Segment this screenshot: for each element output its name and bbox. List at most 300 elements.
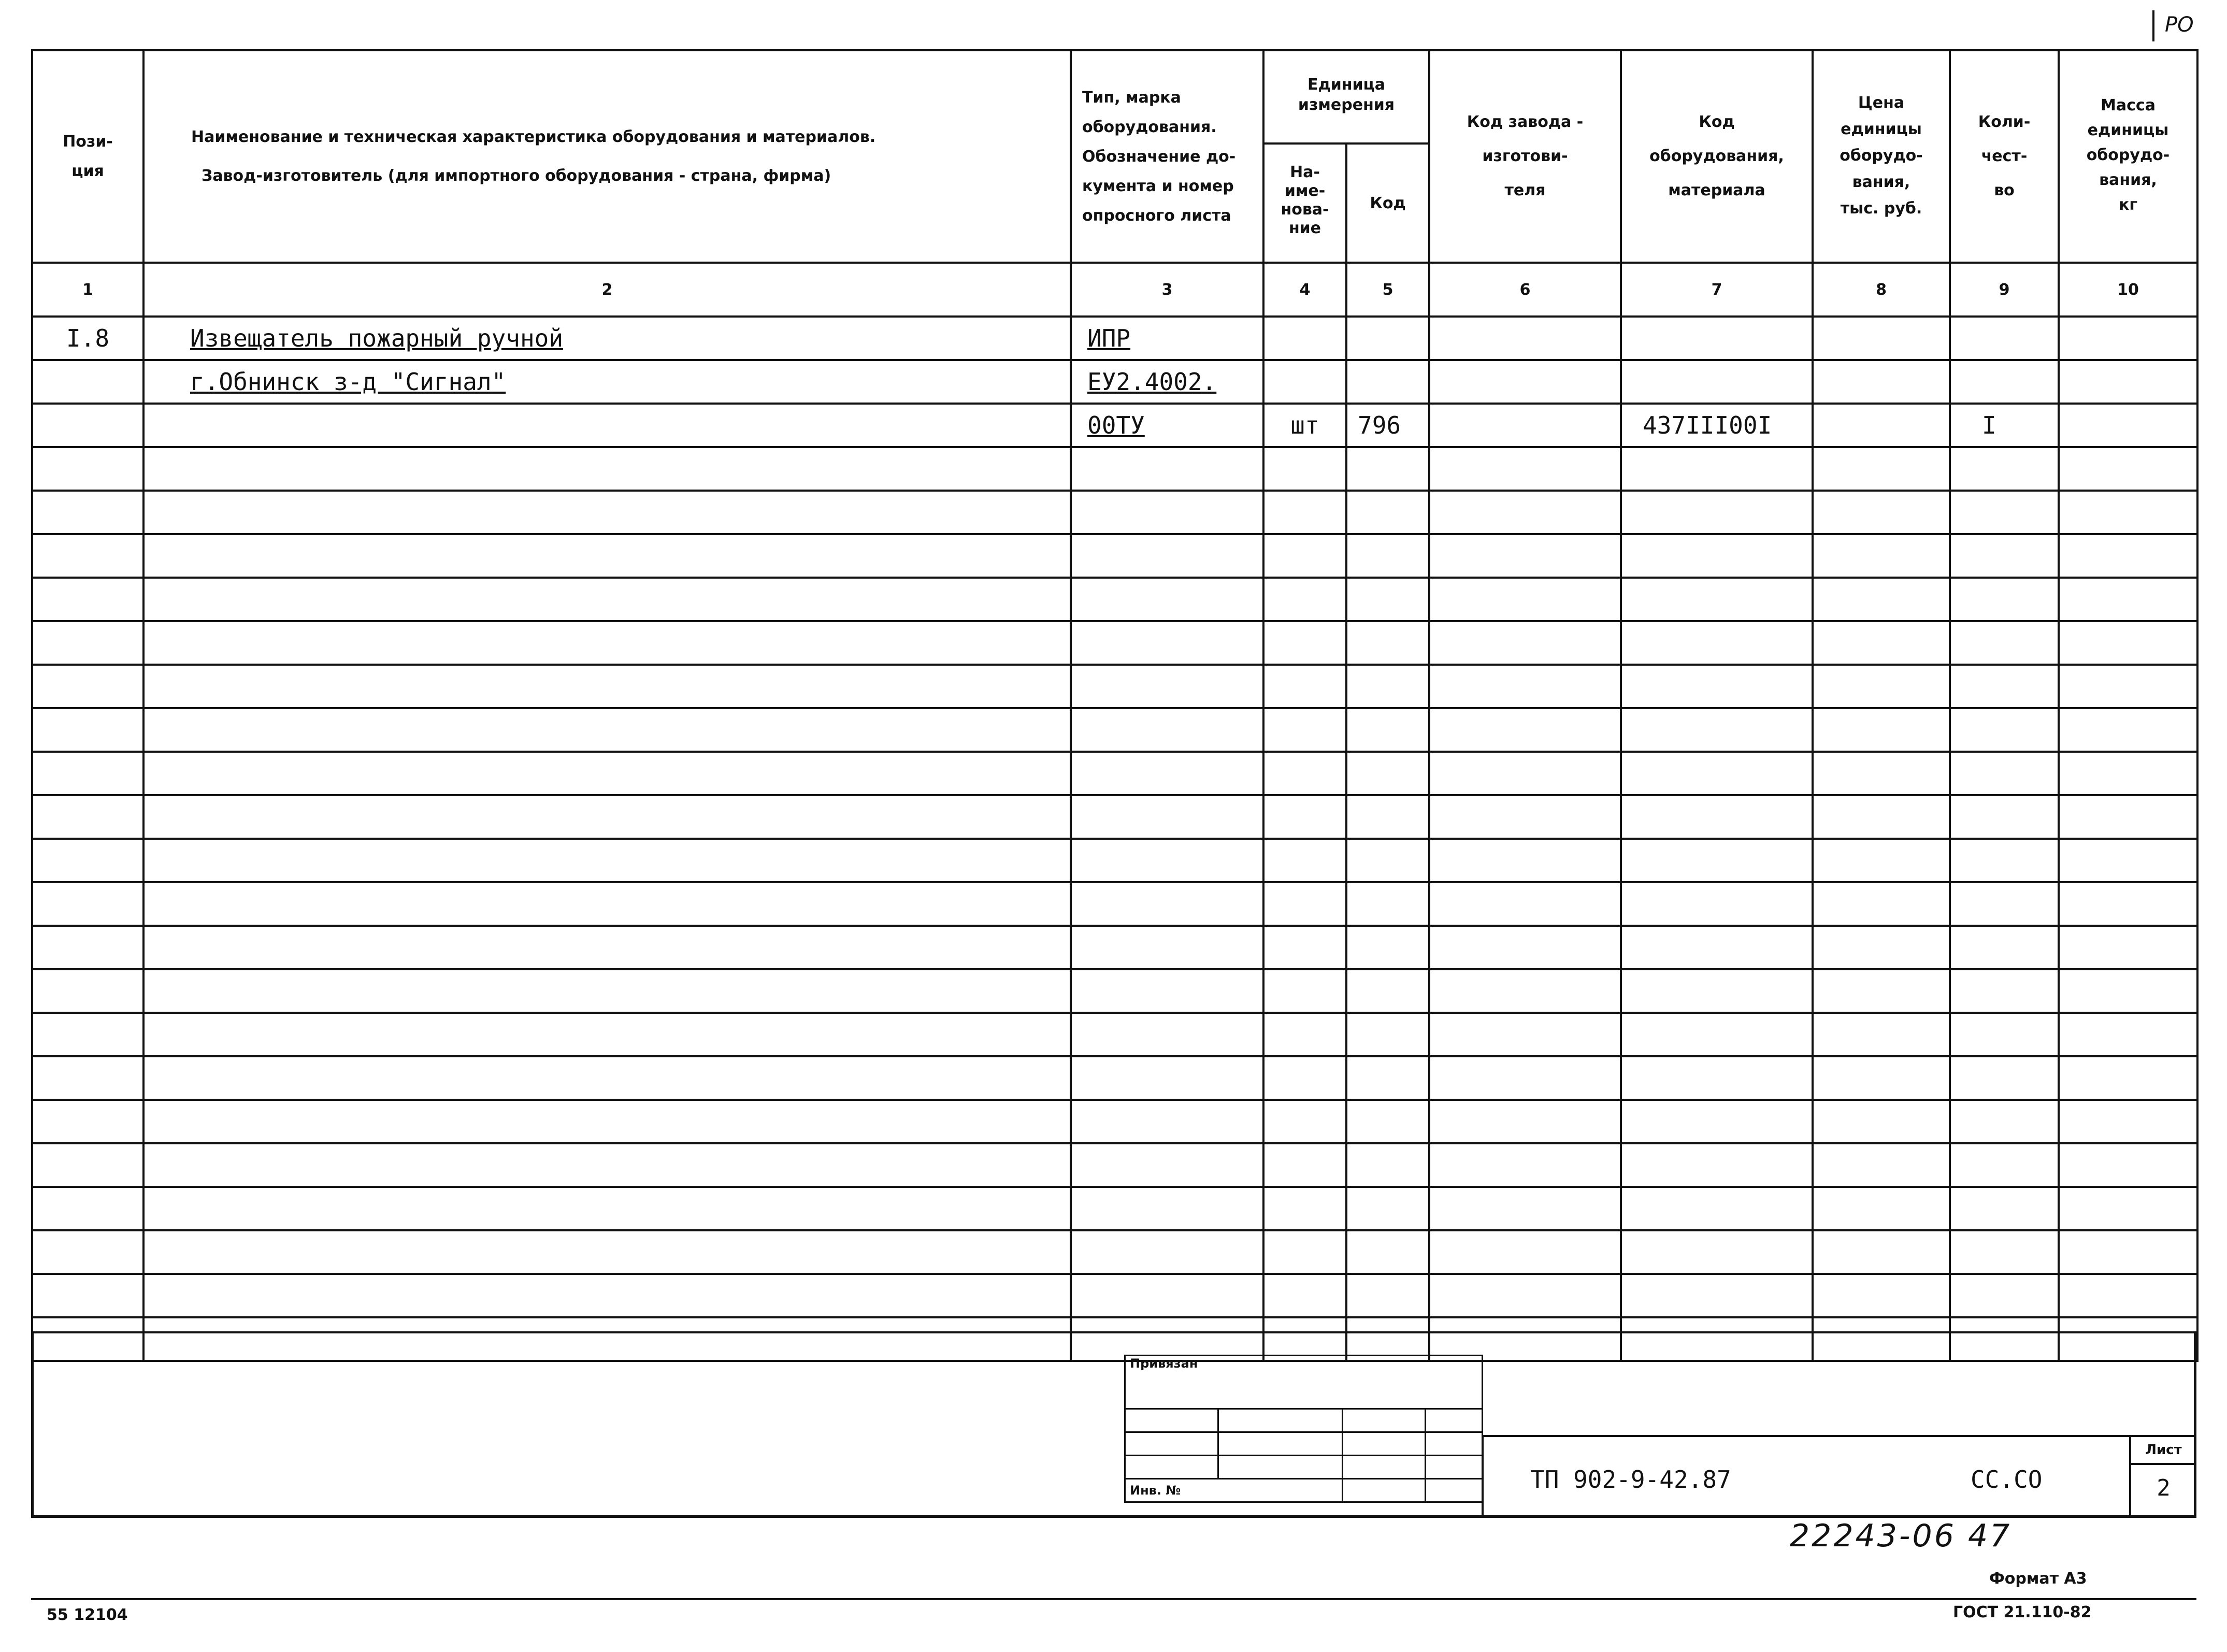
cell-price (1813, 795, 1950, 839)
sheet-box (2129, 1435, 2196, 1517)
header-position (32, 50, 143, 263)
cell-pos (32, 404, 143, 447)
cell-qty (1950, 360, 2059, 404)
header-name-line1: Наименование и техническая характеристика оборудования и материалов. (191, 128, 876, 146)
header-mass-label: Масса единицы оборудо- вания, кг (2086, 96, 2170, 214)
cell-maker (1429, 1187, 1621, 1230)
cell-type (1071, 665, 1263, 708)
cell-price (1813, 969, 1950, 1013)
cell-type (1071, 926, 1263, 969)
cell-mass (2059, 1274, 2197, 1317)
cell-mass (2059, 665, 2197, 708)
cell-qty (1950, 795, 2059, 839)
cell-type (1071, 1100, 1263, 1143)
cell-mass (2059, 447, 2197, 491)
cell-qty (1950, 534, 2059, 578)
cell-unit (1263, 1187, 1346, 1230)
cell-qty (1950, 1230, 2059, 1274)
cell-pos (32, 926, 143, 969)
cell-price (1813, 578, 1950, 621)
cell-type (1071, 752, 1263, 795)
cell-unit (1263, 360, 1346, 404)
cell-unit (1263, 839, 1346, 882)
cell-price (1813, 447, 1950, 491)
stamp-cell (1125, 1432, 1218, 1456)
cell-pos (32, 969, 143, 1013)
cell-code (1346, 1274, 1429, 1317)
cell-mat (1621, 1100, 1813, 1143)
cell-unit (1263, 621, 1346, 665)
corner-mark: РО (2165, 13, 2194, 37)
cell-price (1813, 708, 1950, 752)
cell-mass (2059, 404, 2197, 447)
stamp-cell (1125, 1456, 1218, 1479)
cell-pos (32, 665, 143, 708)
cell-name (143, 665, 1071, 708)
table-row (32, 1143, 2197, 1187)
header-unit-code-label: Код (1370, 194, 1406, 212)
cell-mass (2059, 926, 2197, 969)
cell-type (1071, 969, 1263, 1013)
cell-name (143, 1187, 1071, 1230)
cell-mass (2059, 621, 2197, 665)
cell-mass (2059, 969, 2197, 1013)
cell-type-text: ИПР (1087, 324, 1131, 352)
table-row (32, 447, 2197, 491)
cell-unit (1263, 534, 1346, 578)
cell-maker (1429, 926, 1621, 969)
header-type (1071, 50, 1263, 263)
stamp-cell (1218, 1432, 1343, 1456)
document-mark: СС.СО (1971, 1466, 2043, 1493)
cell-maker (1429, 491, 1621, 534)
table-row (32, 839, 2197, 882)
cell-price (1813, 491, 1950, 534)
cell-code (1346, 795, 1429, 839)
header-material-code-label: Код оборудования, материала (1649, 113, 1784, 199)
cell-code (1346, 621, 1429, 665)
cell-price (1813, 1056, 1950, 1100)
table-row (32, 969, 2197, 1013)
cell-code (1346, 882, 1429, 926)
header-quantity (1950, 50, 2059, 263)
cell-unit (1263, 1274, 1346, 1317)
table-row (32, 578, 2197, 621)
cell-code (1346, 969, 1429, 1013)
cell-mat (1621, 491, 1813, 534)
cell-qty (1950, 969, 2059, 1013)
column-number: 1 (32, 263, 143, 317)
header-maker-code-label: Код завода - изготови- теля (1467, 113, 1584, 199)
cell-mass (2059, 317, 2197, 360)
cell-pos (32, 317, 143, 360)
cell-pos (32, 708, 143, 752)
cell-type (1071, 621, 1263, 665)
table-row (32, 708, 2197, 752)
header-material-code (1621, 50, 1813, 263)
cell-maker (1429, 1274, 1621, 1317)
cell-mat (1621, 534, 1813, 578)
cell-mass (2059, 1056, 2197, 1100)
cell-unit (1263, 926, 1346, 969)
cell-unit (1263, 795, 1346, 839)
attached-label: Привязан (1125, 1356, 1483, 1409)
cell-price (1813, 1100, 1950, 1143)
cell-qty (1950, 708, 2059, 752)
cell-maker (1429, 882, 1621, 926)
table-row (32, 491, 2197, 534)
cell-name (143, 882, 1071, 926)
table-row (32, 317, 2197, 360)
cell-price (1813, 752, 1950, 795)
cell-name-text: г.Обнинск з-д "Сигнал" (190, 368, 506, 396)
cell-type (1071, 1143, 1263, 1187)
header-type-label: Тип, марка оборудования. Обозначение до- кумента и номер опросного листа (1082, 88, 1236, 225)
cell-code (1346, 534, 1429, 578)
cell-code (1346, 1187, 1429, 1230)
cell-mat (1621, 1013, 1813, 1056)
cell-maker (1429, 795, 1621, 839)
table-row (32, 404, 2197, 447)
cell-type (1071, 447, 1263, 491)
table-row (32, 1274, 2197, 1317)
column-number: 9 (1950, 263, 2059, 317)
cell-qty (1950, 926, 2059, 969)
cell-unit (1263, 1143, 1346, 1187)
cell-price (1813, 404, 1950, 447)
cell-maker (1429, 404, 1621, 447)
cell-qty (1950, 752, 2059, 795)
table-row (32, 1056, 2197, 1100)
cell-code (1346, 926, 1429, 969)
cell-qty (1950, 1274, 2059, 1317)
cell-type (1071, 1230, 1263, 1274)
cell-price (1813, 839, 1950, 882)
cell-pos (32, 447, 143, 491)
cell-mat (1621, 317, 1813, 360)
inventory-label: Инв. № (1125, 1479, 1343, 1502)
cell-pos (32, 491, 143, 534)
footer-divider (31, 1598, 2196, 1600)
cell-mat (1621, 969, 1813, 1013)
cell-price (1813, 317, 1950, 360)
cell-maker (1429, 839, 1621, 882)
cell-mat (1621, 795, 1813, 839)
cell-qty (1950, 491, 2059, 534)
format-label: Формат А3 (1989, 1570, 2087, 1588)
cell-unit (1263, 317, 1346, 360)
table-row (32, 621, 2197, 665)
cell-price (1813, 534, 1950, 578)
header-unit-name-label: На- име- нова- ние (1281, 163, 1329, 237)
cell-mass (2059, 1013, 2197, 1056)
column-number: 8 (1813, 263, 1950, 317)
cell-code (1346, 1230, 1429, 1274)
cell-pos (32, 360, 143, 404)
column-number: 5 (1346, 263, 1429, 317)
cell-mass (2059, 708, 2197, 752)
cell-price (1813, 1013, 1950, 1056)
cell-price (1813, 1230, 1950, 1274)
specification-table (31, 49, 2199, 1362)
stamp-cell (1125, 1409, 1218, 1432)
table-row (32, 534, 2197, 578)
cell-mat (1621, 665, 1813, 708)
cell-code (1346, 578, 1429, 621)
cell-qty (1950, 839, 2059, 882)
cell-maker (1429, 1230, 1621, 1274)
cell-name (143, 752, 1071, 795)
cell-code (1346, 317, 1429, 360)
cell-mass (2059, 839, 2197, 882)
cell-mat (1621, 882, 1813, 926)
cell-code (1346, 1100, 1429, 1143)
cell-mat (1621, 752, 1813, 795)
cell-qty (1950, 621, 2059, 665)
cell-type (1071, 795, 1263, 839)
cell-mass (2059, 360, 2197, 404)
cell-maker (1429, 534, 1621, 578)
cell-qty (1950, 1143, 2059, 1187)
column-number: 2 (143, 263, 1071, 317)
header-name-line2: Завод-изготовитель (для импортного оборудования - страна, фирма) (202, 167, 831, 185)
title-block (1482, 1435, 2131, 1517)
cell-price (1813, 882, 1950, 926)
table-row (32, 926, 2197, 969)
header-mass (2059, 50, 2197, 263)
cell-unit (1263, 1013, 1346, 1056)
cell-mat (1621, 1056, 1813, 1100)
cell-pos (32, 534, 143, 578)
cell-pos (32, 839, 143, 882)
column-number: 10 (2059, 263, 2197, 317)
cell-type-text: 00ТУ (1087, 411, 1145, 439)
cell-code (1346, 1143, 1429, 1187)
cell-mat (1621, 447, 1813, 491)
cell-maker (1429, 665, 1621, 708)
cell-name (143, 578, 1071, 621)
cell-unit (1263, 665, 1346, 708)
cell-qty (1950, 1187, 2059, 1230)
header-unit-label: Единица измерения (1298, 75, 1395, 114)
cell-name (143, 1056, 1071, 1100)
cell-type (1071, 491, 1263, 534)
table-row (32, 752, 2197, 795)
column-number: 4 (1263, 263, 1346, 317)
cell-type (1071, 839, 1263, 882)
cell-code (1346, 708, 1429, 752)
stamp-cell (1343, 1432, 1426, 1456)
table-row (32, 665, 2197, 708)
stamp-cell (1426, 1409, 1483, 1432)
cell-maker (1429, 621, 1621, 665)
cell-maker (1429, 360, 1621, 404)
cell-qty (1950, 665, 2059, 708)
stamp-cell (1218, 1456, 1343, 1479)
cell-unit (1263, 1230, 1346, 1274)
cell-type (1071, 317, 1263, 360)
cell-code (1346, 404, 1429, 447)
header-price (1813, 50, 1950, 263)
cell-mass (2059, 1100, 2197, 1143)
cell-name (143, 404, 1071, 447)
cell-name (143, 926, 1071, 969)
cell-pos (32, 1013, 143, 1056)
cell-qty (1950, 578, 2059, 621)
cell-name (143, 1013, 1071, 1056)
cell-maker (1429, 447, 1621, 491)
header-price-label: Цена единицы оборудо- вания, тыс. руб. (1840, 94, 1923, 218)
cell-type (1071, 1056, 1263, 1100)
cell-maker (1429, 1100, 1621, 1143)
cell-mass (2059, 882, 2197, 926)
cell-unit (1263, 1056, 1346, 1100)
header-maker-code (1429, 50, 1621, 263)
cell-qty-text: I (1982, 411, 1996, 439)
cell-price (1813, 621, 1950, 665)
footer-code: 55 12104 (47, 1606, 128, 1624)
cell-type (1071, 404, 1263, 447)
header-unit (1263, 50, 1429, 143)
cell-unit (1263, 969, 1346, 1013)
cell-qty (1950, 404, 2059, 447)
cell-type-text: ЕУ2.4002. (1087, 368, 1217, 396)
cell-code (1346, 1013, 1429, 1056)
cell-mat (1621, 708, 1813, 752)
cell-unit (1263, 404, 1346, 447)
cell-maker (1429, 1056, 1621, 1100)
cell-code (1346, 752, 1429, 795)
cell-mass (2059, 1187, 2197, 1230)
cell-code-text: 796 (1358, 411, 1401, 439)
cell-qty (1950, 317, 2059, 360)
header-quantity-label: Коли- чест- во (1978, 113, 2031, 199)
cell-name (143, 534, 1071, 578)
cell-name (143, 491, 1071, 534)
cell-pos (32, 752, 143, 795)
cell-type (1071, 578, 1263, 621)
cell-type (1071, 1013, 1263, 1056)
cell-unit (1263, 708, 1346, 752)
table-row (32, 882, 2197, 926)
cell-code (1346, 447, 1429, 491)
cell-name (143, 969, 1071, 1013)
stamp-cell (1343, 1479, 1426, 1502)
cell-mat (1621, 360, 1813, 404)
table-row (32, 1230, 2197, 1274)
stamp-cell (1426, 1456, 1483, 1479)
cell-unit-text: шт (1290, 411, 1319, 439)
cell-mat (1621, 1143, 1813, 1187)
cell-maker (1429, 317, 1621, 360)
cell-name (143, 1143, 1071, 1187)
cell-type (1071, 534, 1263, 578)
cell-mat (1621, 1187, 1813, 1230)
table-row (32, 1013, 2197, 1056)
table-row (32, 1100, 2197, 1143)
table-row (32, 795, 2197, 839)
stamp-cell (1343, 1456, 1426, 1479)
cell-qty (1950, 1100, 2059, 1143)
header-unit-name (1263, 143, 1346, 263)
cell-code (1346, 839, 1429, 882)
cell-name (143, 1274, 1071, 1317)
cell-price (1813, 360, 1950, 404)
cell-pos (32, 1230, 143, 1274)
cell-code (1346, 1056, 1429, 1100)
stamp-cell (1218, 1409, 1343, 1432)
cell-name-text: Извещатель пожарный ручной (190, 324, 564, 352)
cell-pos (32, 1187, 143, 1230)
cell-price (1813, 926, 1950, 969)
column-number: 6 (1429, 263, 1621, 317)
cell-type (1071, 882, 1263, 926)
cell-price (1813, 1143, 1950, 1187)
cell-mass (2059, 752, 2197, 795)
cell-mat (1621, 839, 1813, 882)
cell-pos (32, 1274, 143, 1317)
cell-qty (1950, 882, 2059, 926)
stamp-cell (1426, 1479, 1483, 1502)
cell-price (1813, 1274, 1950, 1317)
cell-pos (32, 1143, 143, 1187)
cell-unit (1263, 1100, 1346, 1143)
cell-name (143, 708, 1071, 752)
cell-qty (1950, 447, 2059, 491)
cell-name (143, 1100, 1071, 1143)
table-row (32, 1187, 2197, 1230)
cell-mass (2059, 534, 2197, 578)
cell-mass (2059, 795, 2197, 839)
cell-name (143, 447, 1071, 491)
cell-name (143, 795, 1071, 839)
gost-label: ГОСТ 21.110-82 (1953, 1603, 2092, 1621)
cell-mat-text: 437III00I (1643, 411, 1772, 439)
cell-type (1071, 708, 1263, 752)
cell-mass (2059, 578, 2197, 621)
cell-price (1813, 665, 1950, 708)
cell-pos (32, 578, 143, 621)
cell-mass (2059, 1230, 2197, 1274)
cell-mat (1621, 404, 1813, 447)
corner-mark-box (2152, 10, 2196, 41)
table-row (32, 360, 2197, 404)
cell-mass (2059, 1143, 2197, 1187)
cell-unit (1263, 447, 1346, 491)
header-name (143, 50, 1071, 263)
cell-type (1071, 1274, 1263, 1317)
cell-pos (32, 621, 143, 665)
cell-maker (1429, 969, 1621, 1013)
cell-type (1071, 360, 1263, 404)
cell-code (1346, 665, 1429, 708)
document-designation: ТП 902-9-42.87 (1530, 1466, 1731, 1493)
stamp-cell (1343, 1409, 1426, 1432)
cell-pos (32, 1056, 143, 1100)
cell-mat (1621, 621, 1813, 665)
cell-mat (1621, 926, 1813, 969)
cell-pos-text: I.8 (66, 324, 110, 352)
column-number: 7 (1621, 263, 1813, 317)
column-numbers-row (32, 263, 2197, 317)
cell-qty (1950, 1056, 2059, 1100)
cell-unit (1263, 752, 1346, 795)
cell-unit (1263, 882, 1346, 926)
stamp-cell (1426, 1432, 1483, 1456)
sheet-label: Лист (2131, 1437, 2196, 1465)
cell-maker (1429, 578, 1621, 621)
cell-name (143, 839, 1071, 882)
